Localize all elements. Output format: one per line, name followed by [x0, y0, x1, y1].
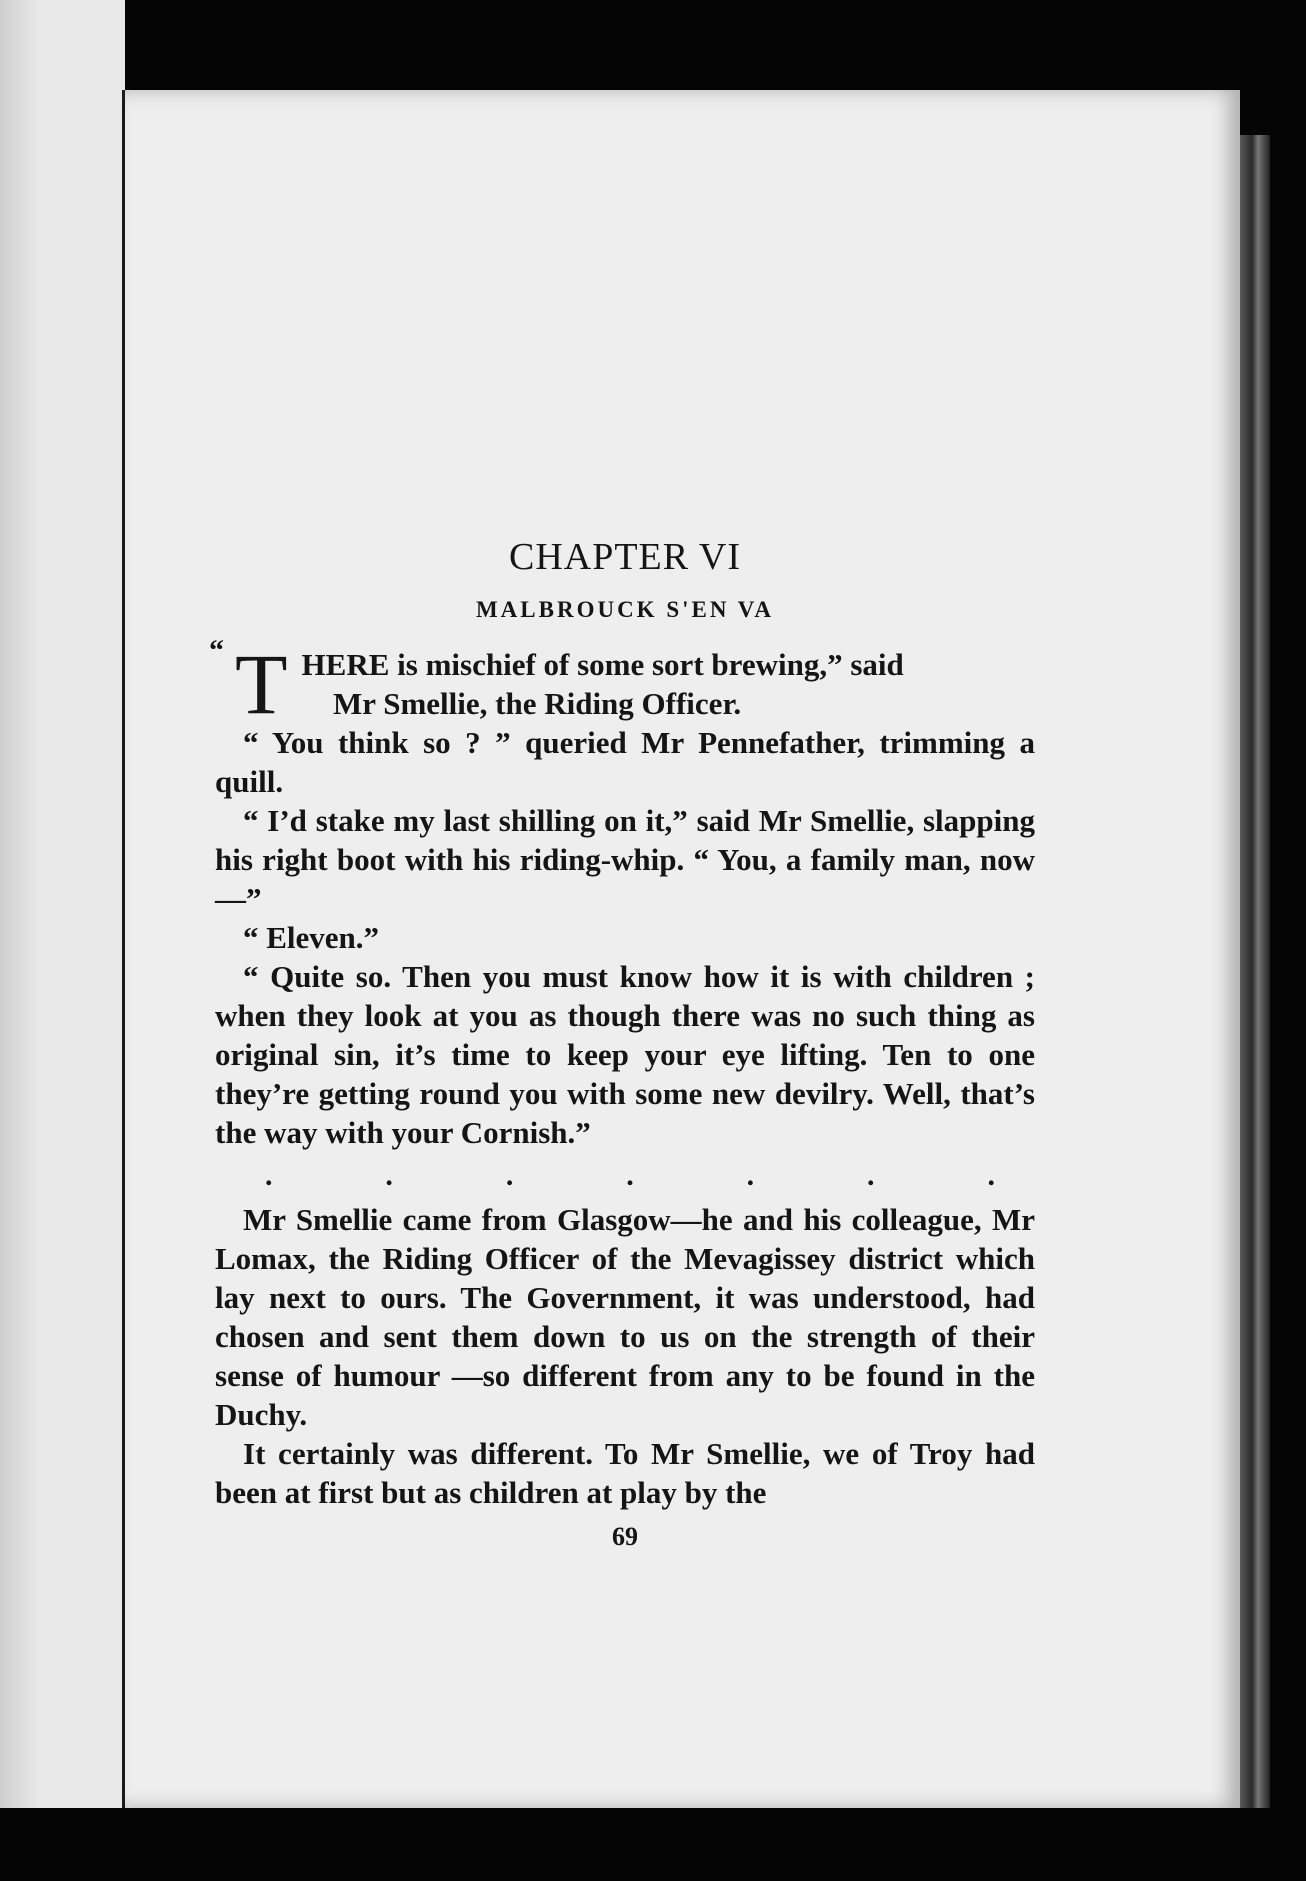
facing-page-edge [0, 0, 125, 1881]
paragraph: “ You think so ? ” queried Mr Pennefather, trimming a quill. [215, 725, 1035, 799]
chapter-subtitle: MALBROUCK S'EN VA [475, 597, 775, 622]
drop-cap: T [235, 636, 288, 732]
break-dot: . [867, 1159, 875, 1192]
opening-paragraph [209, 634, 1035, 732]
page-stack-edge [1240, 135, 1270, 1825]
scan-bottom-border [0, 1808, 1306, 1881]
page-text [209, 535, 1035, 1552]
scan-top-border [0, 0, 1306, 82]
opening-line-2: Mr Smellie, the Riding Officer. [333, 686, 742, 721]
paragraph: “ Quite so. Then you must know how it is with children ; when they look at you as though there was no such thing as original sin, it’s time to keep your eye lifting. Ten to one they’re getting round you with some new devilry. Well, that’s the way with your Cornish.” [215, 959, 1035, 1150]
break-dot: . [265, 1159, 273, 1192]
page-number: 69 [612, 1522, 638, 1551]
chapter-title: CHAPTER VI [508, 536, 742, 578]
opening-quote-mark: “ [209, 634, 224, 667]
break-dot: . [626, 1159, 634, 1192]
break-dot: . [746, 1159, 755, 1192]
opening-line-1: HERE is mischief of some sort brewing,” said [301, 647, 904, 682]
break-dot: . [385, 1159, 393, 1192]
paragraph: It certainly was different. To Mr Smellie, we of Troy had been at first but as children at play by the [215, 1436, 1035, 1510]
paragraph: Mr Smellie came from Glasgow—he and his colleague, Mr Lomax, the Riding Officer of the Mevagissey district which lay next to ours. The Government, it was understood, had chosen and sent them down to us on the strength of their sense of humour —so different from any to be found in the Duchy. [215, 1202, 1035, 1432]
break-dot: . [987, 1159, 995, 1192]
section-break [215, 1152, 1035, 1200]
paragraph: “ I’d stake my last shilling on it,” said Mr Smellie, slapping his right boot with his riding-whip. “ You, a family man, now—” [215, 803, 1035, 916]
paragraph: “ Eleven.” [243, 920, 380, 955]
break-dot: . [505, 1159, 514, 1192]
